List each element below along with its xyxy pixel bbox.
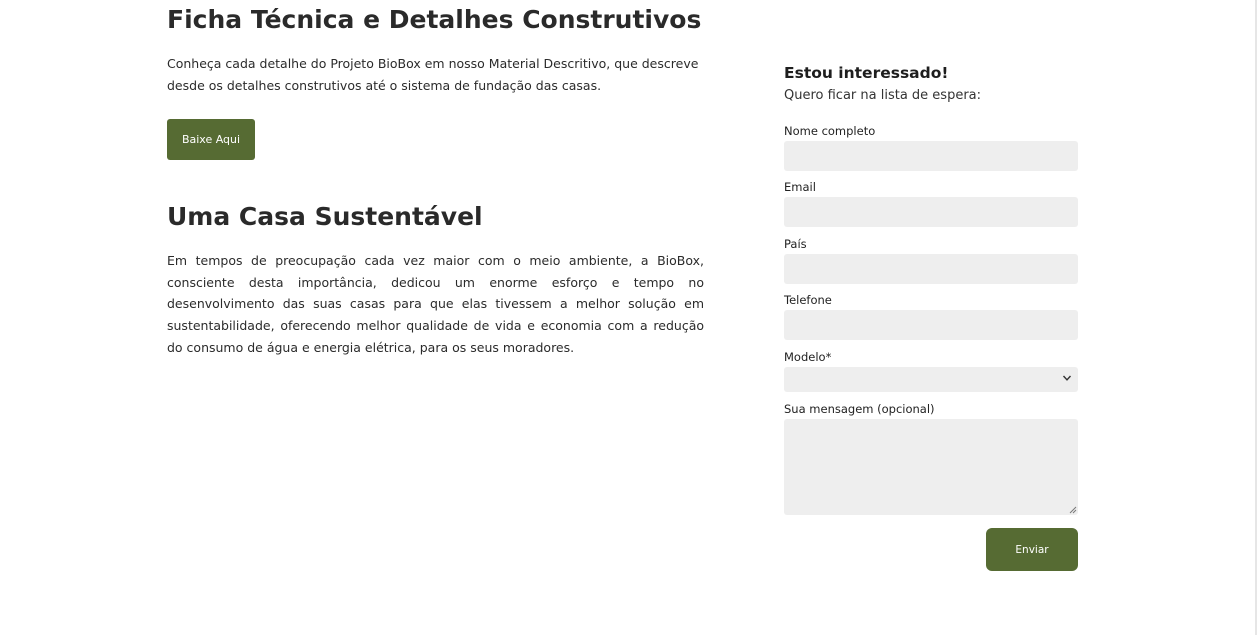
email-label: Email <box>784 180 816 194</box>
message-field-wrapper <box>784 419 1078 515</box>
phone-field[interactable] <box>784 310 1078 340</box>
email-field[interactable] <box>784 197 1078 227</box>
technical-sheet-description: Conheça cada detalhe do Projeto BioBox em nosso Material Descritivo, que descreve desde os detalhes construtivos até o sistema de fundação das casas. <box>167 56 699 93</box>
name-label: Nome completo <box>784 124 876 138</box>
submit-button[interactable]: Enviar <box>986 528 1078 571</box>
form-subheading: Quero ficar na lista de espera: <box>784 88 982 103</box>
model-select[interactable] <box>784 367 1078 392</box>
country-label: País <box>784 237 807 251</box>
message-label: Sua mensagem (opcional) <box>784 402 935 416</box>
resize-grip-icon[interactable] <box>1068 505 1077 514</box>
phone-label: Telefone <box>784 293 832 307</box>
model-label: Modelo* <box>784 350 832 364</box>
download-button[interactable]: Baixe Aqui <box>167 119 255 160</box>
country-field[interactable] <box>784 254 1078 284</box>
sustainable-house-description: Em tempos de preocupação cada vez maior com o meio ambiente, a BioBox, consciente desta importância, dedicou um enorme esforço e tempo no desenvolvimento das suas casas para que elas tivessem a melhor solução em sustentabilidade, oferecendo melhor qualidade de vida e economia com a redução do consumo de água e energia elétrica, para os seus moradores. <box>167 253 704 355</box>
chevron-down-icon <box>1062 373 1072 383</box>
message-field[interactable] <box>784 419 1078 515</box>
form-heading: Estou interessado! <box>784 64 949 82</box>
name-field[interactable] <box>784 141 1078 171</box>
section-title-technical-sheet: Ficha Técnica e Detalhes Construtivos <box>167 5 702 34</box>
section-title-sustainable-house: Uma Casa Sustentável <box>167 202 483 231</box>
